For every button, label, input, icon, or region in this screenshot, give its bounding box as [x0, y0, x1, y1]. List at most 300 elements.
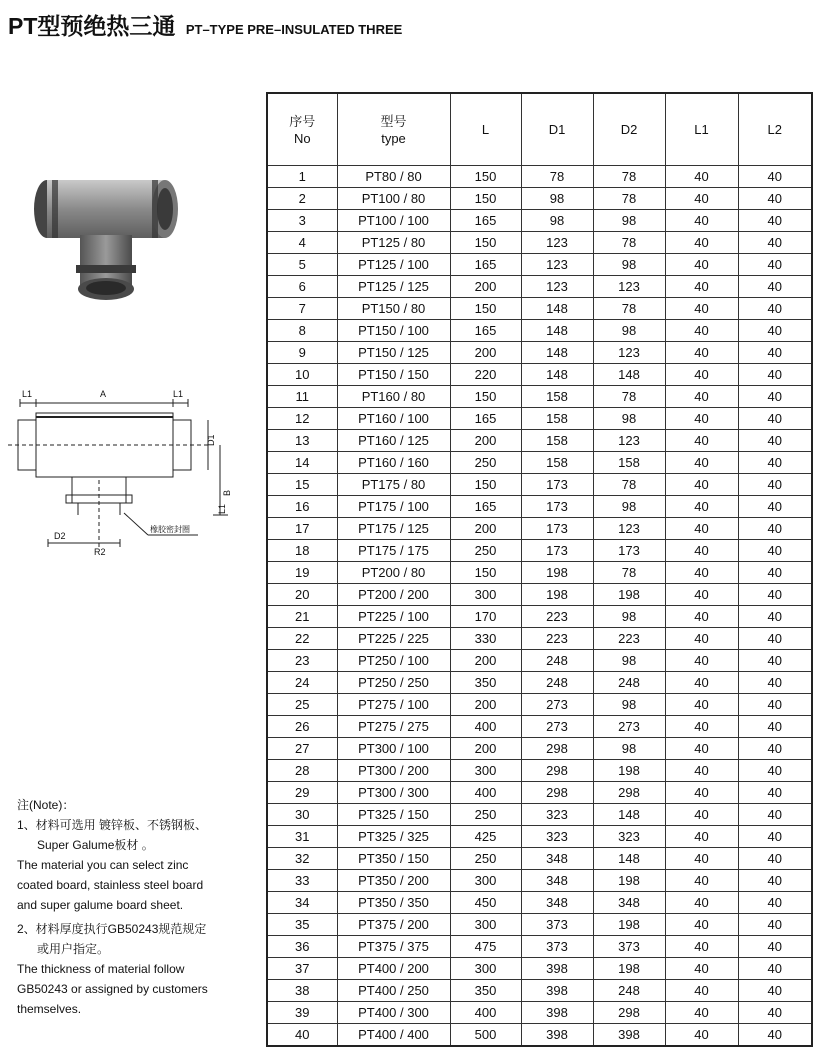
table-row — [267, 232, 812, 254]
cell-l: 150 — [450, 232, 521, 254]
cell-d2: 223 — [593, 628, 665, 650]
cell-d1: 148 — [521, 364, 593, 386]
table-row — [267, 980, 812, 1002]
cell-d1: 148 — [521, 342, 593, 364]
header-no: 序号 No — [267, 93, 337, 166]
cell-l: 150 — [450, 166, 521, 188]
cell-no: 12 — [267, 408, 337, 430]
cell-type: PT325 / 150 — [337, 804, 450, 826]
cell-l: 150 — [450, 562, 521, 584]
cell-d2: 98 — [593, 694, 665, 716]
cell-l2: 40 — [738, 760, 812, 782]
cell-l2: 40 — [738, 210, 812, 232]
header-l2: L2 — [738, 93, 812, 166]
cell-d1: 373 — [521, 914, 593, 936]
cell-l: 250 — [450, 452, 521, 474]
cell-l1: 40 — [665, 936, 738, 958]
cell-d2: 98 — [593, 606, 665, 628]
cell-l1: 40 — [665, 474, 738, 496]
cell-l: 165 — [450, 496, 521, 518]
cell-d1: 98 — [521, 210, 593, 232]
cell-l2: 40 — [738, 166, 812, 188]
note1-en-line3: and super galume board sheet. — [17, 898, 184, 912]
cell-l1: 40 — [665, 386, 738, 408]
cell-l1: 40 — [665, 254, 738, 276]
spec-table-body — [267, 166, 812, 1047]
cell-no: 18 — [267, 540, 337, 562]
cell-l2: 40 — [738, 782, 812, 804]
cell-d1: 158 — [521, 452, 593, 474]
table-row — [267, 606, 812, 628]
cell-d1: 173 — [521, 496, 593, 518]
cell-l2: 40 — [738, 320, 812, 342]
header-l1: L1 — [665, 93, 738, 166]
cell-d2: 98 — [593, 320, 665, 342]
cell-d1: 98 — [521, 188, 593, 210]
cell-l: 450 — [450, 892, 521, 914]
cell-l: 400 — [450, 716, 521, 738]
cell-d1: 398 — [521, 1002, 593, 1024]
cell-l2: 40 — [738, 1024, 812, 1047]
cell-type: PT225 / 225 — [337, 628, 450, 650]
cell-d2: 98 — [593, 650, 665, 672]
cell-l2: 40 — [738, 826, 812, 848]
cell-l2: 40 — [738, 628, 812, 650]
cell-d1: 298 — [521, 760, 593, 782]
cell-l1: 40 — [665, 650, 738, 672]
cell-l1: 40 — [665, 826, 738, 848]
cell-d2: 78 — [593, 474, 665, 496]
cell-d2: 273 — [593, 716, 665, 738]
table-row — [267, 628, 812, 650]
cell-type: PT350 / 200 — [337, 870, 450, 892]
cell-type: PT400 / 250 — [337, 980, 450, 1002]
cell-no: 27 — [267, 738, 337, 760]
table-row — [267, 782, 812, 804]
title-english: PT–TYPE PRE–INSULATED THREE — [185, 22, 403, 37]
table-row — [267, 364, 812, 386]
cell-l1: 40 — [665, 540, 738, 562]
cell-l2: 40 — [738, 540, 812, 562]
cell-type: PT400 / 200 — [337, 958, 450, 980]
cell-d2: 98 — [593, 408, 665, 430]
cell-l: 200 — [450, 650, 521, 672]
cell-l1: 40 — [665, 188, 738, 210]
cell-no: 14 — [267, 452, 337, 474]
cell-no: 1 — [267, 166, 337, 188]
cell-l2: 40 — [738, 408, 812, 430]
cell-type: PT275 / 100 — [337, 694, 450, 716]
cell-d1: 348 — [521, 870, 593, 892]
label-b: B — [222, 489, 232, 496]
cell-type: PT175 / 80 — [337, 474, 450, 496]
cell-l1: 40 — [665, 892, 738, 914]
table-row — [267, 254, 812, 276]
cell-no: 11 — [267, 386, 337, 408]
cell-l: 350 — [450, 672, 521, 694]
note2-en-line2: GB50243 or assigned by customers — [17, 982, 208, 996]
cell-d1: 348 — [521, 848, 593, 870]
table-row — [267, 672, 812, 694]
cell-d1: 398 — [521, 1024, 593, 1047]
table-row — [267, 848, 812, 870]
cell-type: PT100 / 80 — [337, 188, 450, 210]
cell-l1: 40 — [665, 672, 738, 694]
cell-l2: 40 — [738, 716, 812, 738]
cell-l: 350 — [450, 980, 521, 1002]
cell-d1: 298 — [521, 782, 593, 804]
cell-d1: 198 — [521, 584, 593, 606]
cell-l1: 40 — [665, 518, 738, 540]
table-row — [267, 518, 812, 540]
cell-no: 6 — [267, 276, 337, 298]
page-title — [8, 8, 402, 41]
cell-l1: 40 — [665, 166, 738, 188]
cell-type: PT200 / 80 — [337, 562, 450, 584]
cell-l: 220 — [450, 364, 521, 386]
header-d1: D1 — [521, 93, 593, 166]
cell-d1: 158 — [521, 408, 593, 430]
cell-l: 400 — [450, 1002, 521, 1024]
cell-no: 31 — [267, 826, 337, 848]
cell-d2: 78 — [593, 298, 665, 320]
cell-l2: 40 — [738, 980, 812, 1002]
table-row — [267, 320, 812, 342]
cell-no: 38 — [267, 980, 337, 1002]
cell-l2: 40 — [738, 958, 812, 980]
cell-type: PT325 / 325 — [337, 826, 450, 848]
cell-l1: 40 — [665, 562, 738, 584]
cell-d2: 98 — [593, 496, 665, 518]
cell-l1: 40 — [665, 980, 738, 1002]
cell-d1: 173 — [521, 518, 593, 540]
cell-d2: 123 — [593, 342, 665, 364]
table-row — [267, 452, 812, 474]
cell-type: PT175 / 125 — [337, 518, 450, 540]
cell-type: PT175 / 175 — [337, 540, 450, 562]
cell-d2: 78 — [593, 188, 665, 210]
cell-no: 40 — [267, 1024, 337, 1047]
cell-d2: 298 — [593, 782, 665, 804]
cell-no: 22 — [267, 628, 337, 650]
cell-l: 300 — [450, 870, 521, 892]
cell-l: 200 — [450, 518, 521, 540]
cell-l2: 40 — [738, 276, 812, 298]
cell-l2: 40 — [738, 254, 812, 276]
cell-l: 165 — [450, 408, 521, 430]
cell-no: 30 — [267, 804, 337, 826]
cell-type: PT125 / 100 — [337, 254, 450, 276]
cell-no: 7 — [267, 298, 337, 320]
cell-type: PT80 / 80 — [337, 166, 450, 188]
cell-d1: 398 — [521, 958, 593, 980]
cell-l2: 40 — [738, 870, 812, 892]
cell-d2: 248 — [593, 672, 665, 694]
cell-l: 150 — [450, 386, 521, 408]
cell-l1: 40 — [665, 782, 738, 804]
cell-l2: 40 — [738, 430, 812, 452]
table-row — [267, 188, 812, 210]
cell-type: PT300 / 300 — [337, 782, 450, 804]
cell-l2: 40 — [738, 518, 812, 540]
tee-dimension-diagram — [8, 385, 248, 560]
cell-l2: 40 — [738, 606, 812, 628]
table-row — [267, 430, 812, 452]
cell-l2: 40 — [738, 738, 812, 760]
table-row — [267, 892, 812, 914]
cell-l1: 40 — [665, 628, 738, 650]
cell-d2: 198 — [593, 870, 665, 892]
note2-cn-line1: 2、材料厚度执行GB50243规范规定 — [17, 922, 207, 936]
cell-d2: 78 — [593, 562, 665, 584]
cell-l1: 40 — [665, 232, 738, 254]
cell-l2: 40 — [738, 804, 812, 826]
cell-l: 250 — [450, 804, 521, 826]
cell-l: 200 — [450, 430, 521, 452]
cell-d2: 323 — [593, 826, 665, 848]
cell-l1: 40 — [665, 342, 738, 364]
cell-d1: 78 — [521, 166, 593, 188]
cell-no: 36 — [267, 936, 337, 958]
cell-l1: 40 — [665, 408, 738, 430]
table-row — [267, 298, 812, 320]
cell-no: 23 — [267, 650, 337, 672]
cell-l: 150 — [450, 298, 521, 320]
cell-no: 24 — [267, 672, 337, 694]
cell-l2: 40 — [738, 892, 812, 914]
cell-l2: 40 — [738, 364, 812, 386]
cell-no: 34 — [267, 892, 337, 914]
table-row — [267, 474, 812, 496]
cell-d1: 273 — [521, 716, 593, 738]
cell-l: 500 — [450, 1024, 521, 1047]
cell-l1: 40 — [665, 804, 738, 826]
cell-l1: 40 — [665, 760, 738, 782]
cell-d1: 148 — [521, 298, 593, 320]
label-l1-left: L1 — [22, 389, 33, 399]
cell-l: 300 — [450, 760, 521, 782]
cell-d2: 78 — [593, 166, 665, 188]
table-row — [267, 738, 812, 760]
cell-l: 300 — [450, 958, 521, 980]
cell-d1: 248 — [521, 672, 593, 694]
tee-fitting-photo — [30, 165, 180, 315]
table-row — [267, 342, 812, 364]
table-row — [267, 276, 812, 298]
cell-d2: 348 — [593, 892, 665, 914]
cell-no: 19 — [267, 562, 337, 584]
cell-d1: 323 — [521, 804, 593, 826]
cell-no: 4 — [267, 232, 337, 254]
label-l1-right: L1 — [173, 389, 184, 399]
cell-l2: 40 — [738, 584, 812, 606]
table-row — [267, 496, 812, 518]
cell-no: 2 — [267, 188, 337, 210]
cell-l: 250 — [450, 848, 521, 870]
notes-heading: 注(Note)： — [17, 798, 75, 812]
cell-l1: 40 — [665, 430, 738, 452]
cell-d1: 298 — [521, 738, 593, 760]
table-row — [267, 1002, 812, 1024]
table-row — [267, 650, 812, 672]
cell-l1: 40 — [665, 320, 738, 342]
note1-en-line2: coated board, stainless steel board — [17, 878, 204, 892]
cell-type: PT375 / 375 — [337, 936, 450, 958]
cell-l2: 40 — [738, 232, 812, 254]
cell-l2: 40 — [738, 452, 812, 474]
cell-l2: 40 — [738, 342, 812, 364]
cell-d2: 148 — [593, 364, 665, 386]
label-d1: D1 — [206, 434, 216, 446]
table-row — [267, 826, 812, 848]
cell-d2: 98 — [593, 254, 665, 276]
cell-l1: 40 — [665, 298, 738, 320]
cell-d2: 123 — [593, 276, 665, 298]
cell-type: PT175 / 100 — [337, 496, 450, 518]
table-row — [267, 540, 812, 562]
table-row — [267, 958, 812, 980]
cell-type: PT250 / 250 — [337, 672, 450, 694]
cell-no: 25 — [267, 694, 337, 716]
label-l1-vertical: L1 — [217, 503, 227, 514]
cell-type: PT400 / 300 — [337, 1002, 450, 1024]
cell-l2: 40 — [738, 936, 812, 958]
cell-no: 20 — [267, 584, 337, 606]
cell-d1: 158 — [521, 386, 593, 408]
cell-type: PT150 / 80 — [337, 298, 450, 320]
header-d2: D2 — [593, 93, 665, 166]
table-row — [267, 936, 812, 958]
cell-l: 330 — [450, 628, 521, 650]
table-row — [267, 760, 812, 782]
cell-no: 15 — [267, 474, 337, 496]
cell-d2: 248 — [593, 980, 665, 1002]
label-r2: R2 — [94, 547, 106, 557]
cell-l: 200 — [450, 694, 521, 716]
cell-d1: 198 — [521, 562, 593, 584]
cell-d1: 273 — [521, 694, 593, 716]
cell-l: 165 — [450, 320, 521, 342]
cell-no: 29 — [267, 782, 337, 804]
cell-type: PT250 / 100 — [337, 650, 450, 672]
cell-type: PT160 / 100 — [337, 408, 450, 430]
cell-l2: 40 — [738, 474, 812, 496]
table-row — [267, 914, 812, 936]
cell-type: PT300 / 200 — [337, 760, 450, 782]
cell-type: PT300 / 100 — [337, 738, 450, 760]
note2-cn-line2: 或用户指定。 — [37, 942, 110, 956]
cell-d1: 223 — [521, 628, 593, 650]
cell-no: 5 — [267, 254, 337, 276]
cell-l2: 40 — [738, 914, 812, 936]
cell-d1: 348 — [521, 892, 593, 914]
cell-l: 150 — [450, 474, 521, 496]
header-l: L — [450, 93, 521, 166]
spec-table — [266, 92, 813, 1047]
cell-no: 3 — [267, 210, 337, 232]
cell-type: PT350 / 350 — [337, 892, 450, 914]
cell-l1: 40 — [665, 716, 738, 738]
cell-d2: 158 — [593, 452, 665, 474]
cell-no: 39 — [267, 1002, 337, 1024]
cell-l1: 40 — [665, 364, 738, 386]
label-a: A — [100, 389, 107, 399]
label-rubber-seal: 橡胶密封圈 — [150, 525, 190, 534]
cell-l1: 40 — [665, 584, 738, 606]
cell-d1: 123 — [521, 254, 593, 276]
cell-type: PT160 / 125 — [337, 430, 450, 452]
cell-l: 150 — [450, 188, 521, 210]
label-d2: D2 — [54, 531, 66, 541]
header-type: 型号 type — [337, 93, 450, 166]
cell-d1: 173 — [521, 540, 593, 562]
cell-type: PT150 / 125 — [337, 342, 450, 364]
cell-d2: 98 — [593, 738, 665, 760]
table-row — [267, 804, 812, 826]
cell-d2: 198 — [593, 914, 665, 936]
cell-type: PT200 / 200 — [337, 584, 450, 606]
cell-d1: 148 — [521, 320, 593, 342]
cell-l1: 40 — [665, 606, 738, 628]
cell-no: 33 — [267, 870, 337, 892]
table-row — [267, 166, 812, 188]
cell-no: 17 — [267, 518, 337, 540]
cell-d1: 123 — [521, 276, 593, 298]
cell-l: 200 — [450, 342, 521, 364]
cell-l2: 40 — [738, 1002, 812, 1024]
cell-d2: 298 — [593, 1002, 665, 1024]
cell-d2: 198 — [593, 584, 665, 606]
note2-en-line3: themselves. — [17, 1002, 82, 1016]
cell-l1: 40 — [665, 694, 738, 716]
cell-l2: 40 — [738, 562, 812, 584]
cell-d2: 123 — [593, 430, 665, 452]
note1-cn-line1: 1、材料可选用 镀锌板、不锈钢板、 — [17, 818, 208, 832]
cell-l2: 40 — [738, 298, 812, 320]
cell-l1: 40 — [665, 958, 738, 980]
cell-l2: 40 — [738, 188, 812, 210]
cell-d1: 223 — [521, 606, 593, 628]
cell-no: 32 — [267, 848, 337, 870]
cell-d2: 173 — [593, 540, 665, 562]
cell-l: 300 — [450, 584, 521, 606]
table-row — [267, 870, 812, 892]
cell-l1: 40 — [665, 276, 738, 298]
cell-type: PT150 / 150 — [337, 364, 450, 386]
cell-d1: 323 — [521, 826, 593, 848]
cell-l: 165 — [450, 210, 521, 232]
cell-l: 400 — [450, 782, 521, 804]
cell-d2: 78 — [593, 386, 665, 408]
table-row — [267, 584, 812, 606]
cell-no: 8 — [267, 320, 337, 342]
cell-l1: 40 — [665, 452, 738, 474]
table-row — [267, 408, 812, 430]
cell-l1: 40 — [665, 210, 738, 232]
cell-l2: 40 — [738, 496, 812, 518]
cell-no: 28 — [267, 760, 337, 782]
cell-type: PT125 / 125 — [337, 276, 450, 298]
cell-d1: 398 — [521, 980, 593, 1002]
cell-type: PT375 / 200 — [337, 914, 450, 936]
cell-no: 21 — [267, 606, 337, 628]
table-row — [267, 1024, 812, 1047]
cell-d1: 158 — [521, 430, 593, 452]
table-row — [267, 562, 812, 584]
cell-d2: 198 — [593, 958, 665, 980]
cell-no: 35 — [267, 914, 337, 936]
cell-d2: 148 — [593, 804, 665, 826]
